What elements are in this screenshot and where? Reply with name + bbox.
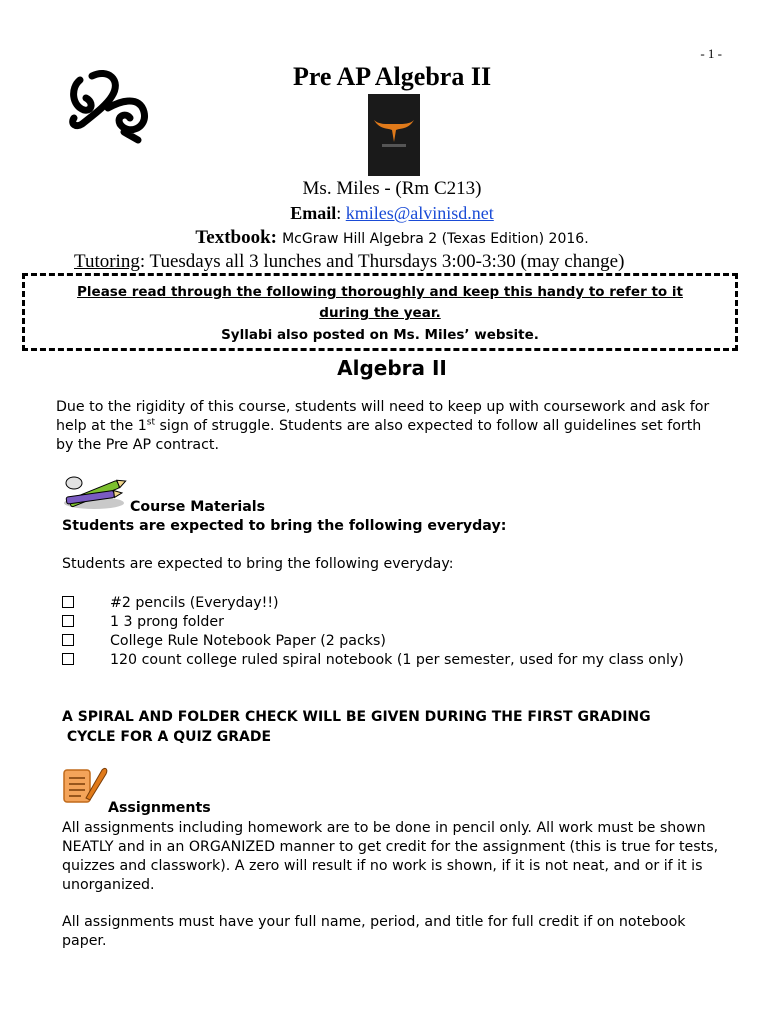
pencils-icon: [60, 473, 132, 513]
notice-line-1: Please read through the following thoroughly and keep this handy to refer to it: [77, 284, 683, 300]
scroll-quill-icon: [62, 762, 110, 806]
email-link[interactable]: kmiles@alvinisd.net: [345, 203, 494, 223]
email-line: [0, 203, 770, 224]
list-item: [62, 633, 386, 649]
longhorn-logo: [368, 94, 420, 176]
list-item-text: College Rule Notebook Paper (2 packs): [110, 633, 386, 649]
list-item: [62, 614, 224, 630]
course-materials-subheading: Students are expected to bring the following everyday:: [62, 518, 507, 534]
course-materials-intro: Students are expected to bring the following everyday:: [62, 556, 454, 572]
checkbox-icon: [62, 596, 74, 608]
intro-paragraph: [56, 398, 716, 455]
teacher-line: Ms. Miles - (Rm C213): [302, 178, 482, 199]
spiral-check-notice: [62, 707, 651, 747]
notice-line-2-text: during the year: [319, 305, 436, 321]
spiral-check-line-2: CYCLE FOR A QUIZ GRADE: [62, 729, 272, 745]
textbook-value: McGraw Hill Algebra 2 (Texas Edition) 2016.: [282, 231, 589, 247]
course-materials-heading: Course Materials: [130, 499, 266, 515]
checkbox-icon: [62, 653, 74, 665]
tutoring-line: [74, 251, 624, 273]
textbook-line: [0, 227, 770, 249]
intro-part-2: sign of struggle. Students are also expected to follow all guidelines set forth by the Pre AP contract.: [56, 418, 702, 453]
assignments-heading: Assignments: [108, 800, 211, 816]
notice-line-2-period: .: [435, 305, 441, 321]
email-separator: :: [336, 203, 346, 223]
list-item-text: 1 3 prong folder: [110, 614, 224, 630]
intro-part-1: Due to the rigidity of this course, students will need to keep up with coursework and ask for help at the 1: [56, 399, 710, 434]
tutoring-value: : Tuesdays all 3 lunches and Thursdays 3:00-3:30 (may change): [139, 251, 625, 272]
list-item-text: 120 count college ruled spiral notebook (1 per semester, used for my class only): [110, 652, 684, 668]
spiral-check-line-1: A SPIRAL AND FOLDER CHECK WILL BE GIVEN DURING THE FIRST GRADING: [62, 709, 651, 725]
document-title: Pre AP Algebra II: [292, 62, 492, 91]
intro-superscript: st: [146, 417, 155, 428]
notice-line-2: [22, 305, 738, 321]
assignments-paragraph-2: All assignments must have your full name, period, and title for full credit if on notebook paper.: [62, 914, 686, 949]
checkbox-icon: [62, 615, 74, 627]
assignments-paragraph-1: All assignments including homework are to be done in pencil only. All work must be shown NEATLY and in an ORGANIZED manner to get credit for the assignment (this is true for tests, quizzes and classwork). A zero will result if no work is shown, if it is not neat, and or if it is unorganized.: [62, 820, 719, 893]
checkbox-icon: [62, 634, 74, 646]
tutoring-label: Tutoring: [74, 251, 140, 272]
notice-line-3: Syllabi also posted on Ms. Miles’ website.: [221, 327, 539, 343]
list-item: [62, 595, 279, 611]
email-label: Email: [290, 203, 337, 223]
page-number: - 1 -: [700, 46, 722, 61]
longhorn-icon: [368, 94, 420, 176]
list-item: [62, 652, 684, 668]
list-item-text: #2 pencils (Everyday!!): [110, 595, 279, 611]
textbook-label: Textbook:: [195, 227, 277, 248]
subject-title: Algebra II: [337, 356, 447, 380]
